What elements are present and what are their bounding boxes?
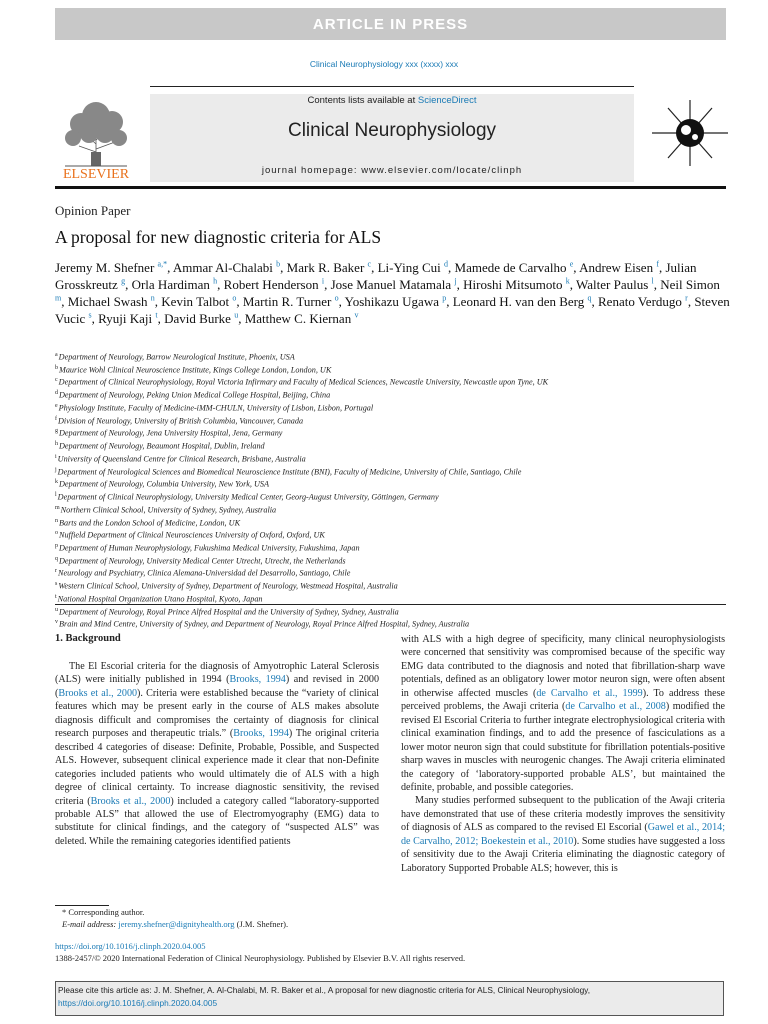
citation-link[interactable]: Brooks, 1994 (233, 728, 289, 740)
paragraph (55, 660, 379, 848)
elsevier-wordmark: ELSEVIER (62, 167, 130, 180)
affiliation-item (55, 363, 735, 376)
author-affiliation-mark[interactable]: n (150, 293, 155, 303)
author-affiliation-mark[interactable]: s (88, 310, 92, 320)
author-affiliation-mark[interactable]: p (442, 293, 447, 303)
affiliation-list (55, 350, 735, 630)
author-name[interactable]: Michael Swash (67, 294, 148, 309)
author-name[interactable]: Renato Verdugo (598, 294, 682, 309)
author-name[interactable]: Robert Henderson (223, 277, 319, 292)
corresponding-author-note: * Corresponding author. (62, 907, 145, 917)
email-suffix: (J.M. Shefner). (236, 919, 289, 929)
author-affiliation-mark[interactable]: i (321, 276, 325, 286)
affiliation-letter: h (55, 441, 58, 448)
author-affiliation-mark[interactable]: k (565, 276, 570, 286)
email-line (62, 918, 288, 930)
affiliation-letter: s (55, 581, 58, 588)
affiliation-letter: v (55, 619, 58, 626)
affiliation-letter: b (55, 364, 58, 371)
author-name[interactable]: Walter Paulus (576, 277, 649, 292)
author-affiliation-mark[interactable]: o (232, 293, 237, 303)
article-title: A proposal for new diagnostic criteria for ALS (55, 227, 382, 247)
affiliation-item (55, 503, 735, 516)
affiliation-item (55, 592, 735, 605)
affiliation-letter: k (55, 479, 58, 486)
affiliation-letter: p (55, 543, 58, 550)
body-text: ). To address these perceived problems, the Awaji criteria ( (401, 687, 725, 713)
citation-link[interactable]: Brooks et al., 2000 (58, 687, 138, 699)
article-type: Opinion Paper (55, 203, 131, 218)
affiliation-letter: m (55, 504, 60, 511)
article-in-press-banner: ARTICLE IN PRESS (55, 8, 726, 40)
author-affiliation-mark[interactable]: q (587, 293, 592, 303)
author-affiliation-mark[interactable]: o (334, 293, 339, 303)
affiliation-item (55, 350, 735, 363)
journal-emblem-icon (650, 98, 730, 168)
affiliation-item (55, 617, 735, 630)
author-name[interactable]: Li-Ying Cui (377, 260, 441, 275)
author-affiliation-mark[interactable]: h (213, 276, 218, 286)
author-name[interactable]: Ammar Al-Chalabi (172, 260, 273, 275)
author-affiliation-mark[interactable]: c (367, 259, 372, 269)
affiliation-text: Department of Neurology, Barrow Neurological Institute, Phoenix, USA (58, 352, 295, 362)
author-name[interactable]: Leonard H. van den Berg (452, 294, 585, 309)
affiliation-letter: a (55, 352, 58, 358)
author-name[interactable]: Mark R. Baker (286, 260, 365, 275)
body-text: ) The original criteria described 4 categories of disease: Definite, Probable, Possible, and Suspected ALS. However, subsequent clinical experience made it clear that non-Definite categories included patients who would ultimately die of ALS with a high degree of clinical certainty. To increase diagnostic sensitivity, the revised criteria ( (55, 728, 380, 807)
author-name[interactable]: Kevin Talbot (161, 294, 230, 309)
affiliation-text: Northern Clinical School, University of Sydney, Sydney, Australia (60, 505, 277, 515)
affiliation-text: Maurice Wohl Clinical Neuroscience Institute, Kings College London, London, UK (59, 365, 332, 375)
author-name[interactable]: Matthew C. Kiernan (244, 311, 352, 326)
author-name[interactable]: Jose Manuel Matamala (330, 277, 452, 292)
author-name[interactable]: Hiroshi Mitsumoto (463, 277, 563, 292)
affiliation-item (55, 388, 735, 401)
affiliation-item (55, 605, 735, 618)
affiliation-letter: c (55, 377, 58, 384)
body-text: ). Some studies have suggested a loss of sensitivity due to the Awaji Criteria eliminating the diagnostic category of Laboratory Supported Probable ALS; however, this is (401, 835, 725, 874)
author-name[interactable]: Steven Vucic (55, 294, 730, 326)
author-affiliation-mark[interactable]: t (155, 310, 158, 320)
author-affiliation-mark[interactable]: r (685, 293, 688, 303)
affiliation-text: University of Queensland Centre for Clinical Research, Brisbane, Australia (57, 454, 306, 464)
journal-homepage[interactable]: journal homepage: www.elsevier.com/locate/clinph (261, 165, 523, 176)
affiliation-item (55, 401, 735, 414)
affiliation-letter: g (55, 428, 58, 435)
body-text: ) modified the revised El Escorial Criteria to further integrate electrophysiological criteria with clinical examination findings, and to add the presence of fasciculations as a lower motor neuron sign that could substitute for fibrillation potentials-positive sharp waves in muscles with neurogenic changes. The Awaji criteria eliminated the category of ‘laboratory-supported probable ALS’, but maintained the definite, probable, and possible categories. (401, 701, 725, 793)
body-text: Many studies performed subsequent to the publication of the Awaji criteria have demonstrated that use of these criteria modestly improves the sensitivity of diagnosis of ALS as compared to the revised El Escorial ( (401, 795, 725, 834)
sciencedirect-link[interactable]: ScienceDirect (417, 95, 477, 106)
author-affiliation-mark[interactable]: e (569, 259, 574, 269)
paragraph (401, 794, 725, 875)
author-list: Jeremy M. Shefner $^{a,*}$, Ammar Al-Chalabi $^b$, Mark R. Baker $^c$, Li-Ying Cui $^d$, Mamede de Carvalho $^e$, Andrew Eisen $^f$, Julian Grosskreutz $^g$, Orla Hardiman $^h$, Robert Henderson $^i$, Jose Manuel Matamala $^j$, Hiroshi Mitsumoto $^k$, Walter Paulus $^l$, Neil Simon $^m$, Michael Swash $^n$, Kevin Talbot $^o$, Martin R. Turner $^o$, Yoshikazu Ugawa $^p$, Leonard H. van den Berg $^q$, Renato Verdugo $^r$, Steven Vucic $^s$, Ryuji Kaji $^t$, David Burke $^u$, Matthew C. Kiernan $^v$ (55, 259, 730, 326)
affiliation-text: Neurology and Psychiatry, Clinica Alemana-Universidad del Desarrollo, Santiago, Chile (58, 569, 351, 579)
affiliation-text: Department of Neurology, University Medical Center Utrecht, Utrecht, the Netherlands (59, 556, 346, 566)
doi-block (55, 940, 465, 964)
affiliation-text: Brain and Mind Centre, University of Sydney, and Department of Neurology, Royal Prince Alfred Hospital, Sydney, Australia (59, 620, 470, 630)
citation-text: Please cite this article as: J. M. Shefner, A. Al-Chalabi, M. R. Baker et al., A proposal for new diagnostic criteria for ALS, Clinical Neurophysiology, (58, 985, 591, 995)
affiliation-letter: d (55, 390, 58, 397)
body-text: ). Criteria were established because the “variety of clinical features which may be present early in the course of ALS makes absolute diagnosis difficult and compromises the certainty of diagnosis for clinical research purposes and therapeutic trials.” ( (55, 687, 379, 740)
author-name[interactable]: Mamede de Carvalho (454, 260, 567, 275)
citation-link[interactable]: Brooks et al., 2000 (90, 795, 171, 807)
author-affiliation-mark[interactable]: d (444, 259, 449, 269)
author-name[interactable]: David Burke (164, 311, 231, 326)
elsevier-logo (55, 94, 137, 180)
affiliation-item (55, 414, 735, 427)
author-name[interactable]: Jeremy M. Shefner (55, 260, 155, 275)
header-thick-rule (55, 186, 726, 189)
section-heading: 1. Background (55, 633, 121, 644)
citation-link[interactable]: Brooks, 1994 (229, 674, 286, 686)
citation-doi-link[interactable]: https://doi.org/10.1016/j.clinph.2020.04.005 (58, 998, 218, 1008)
author-affiliation-mark[interactable]: a,* (157, 259, 168, 269)
author-affiliation-mark[interactable]: m (55, 293, 62, 303)
email-label: E-mail address: (62, 919, 117, 929)
author-affiliation-mark[interactable]: l (651, 276, 654, 286)
affiliation-item (55, 528, 735, 541)
affiliation-text: Physiology Institute, Faculty of Medicine-iMM-CHULN, University of Lisbon, Lisbon, Portugal (58, 403, 374, 413)
body-text: with ALS with a high degree of specificity, many clinical neurophysiologists were concerned that sensitivity was compromised because of the specific way EMG data contributed to the diagnosis and noted that fibrillation-sharp wave potentials, defined as an obligatory lower motor neuron sign, were often absent in otherwise affected muscles ( (401, 634, 725, 699)
affiliation-letter: l (55, 492, 57, 499)
body-column-right (401, 633, 725, 875)
affiliation-text: Department of Neurology, Royal Prince Alfred Hospital and the University of Sydney, Sydney, Australia (59, 607, 399, 617)
affiliation-item (55, 579, 735, 592)
affiliation-letter: i (55, 453, 57, 460)
affiliation-text: Division of Neurology, University of British Columbia, Vancouver, Canada (58, 416, 304, 426)
author-affiliation-mark[interactable]: u (234, 310, 239, 320)
citation-link[interactable]: de Carvalho et al., 1999 (536, 687, 643, 699)
author-affiliation-mark[interactable]: j (454, 276, 457, 286)
affiliation-item (55, 541, 735, 554)
author-affiliation-mark[interactable]: b (276, 259, 281, 269)
affiliation-letter: e (55, 402, 58, 409)
author-name[interactable]: Yoshikazu Ugawa (344, 294, 439, 309)
author-name[interactable]: Martin R. Turner (242, 294, 332, 309)
affiliation-item (55, 516, 735, 529)
author-name[interactable]: Orla Hardiman (131, 277, 210, 292)
section-divider (55, 604, 726, 605)
affiliation-text: Department of Neurological Sciences and Biomedical Neuroscience Institute (BNI), Faculty of Medicine, University of Chile, Santiago, Chile (57, 467, 522, 477)
author-name[interactable]: Andrew Eisen (579, 260, 654, 275)
author-name[interactable]: Ryuji Kaji (98, 311, 153, 326)
affiliation-letter: u (55, 606, 58, 613)
affiliation-letter: t (55, 593, 57, 600)
affiliation-text: Department of Clinical Neurophysiology, Royal Victoria Infirmary and Faculty of Medical Sciences, Newcastle University, Newcastle upon Tyne, UK (58, 378, 549, 388)
author-affiliation-mark[interactable]: g (121, 276, 126, 286)
affiliation-text: Nuffield Department of Clinical Neurosciences University of Oxford, Oxford, UK (59, 531, 325, 541)
doi-link[interactable]: https://doi.org/10.1016/j.clinph.2020.04.005 (55, 941, 206, 951)
citation-link[interactable]: de Carvalho et al., 2008 (565, 701, 666, 713)
citation-link[interactable]: Gawel et al., 2014; de Carvalho, 2012; Boekestein et al., 2010 (401, 822, 725, 847)
body-text: ) included a category called “laboratory-supported probable ALS” that allowed the use of Electromyography (EMG) data to substitute for clinical findings, and the category of “suspected ALS” was deleted. While the remaining categories identified patients (55, 795, 380, 847)
body-text: ) and revised in 2000 ( (55, 674, 379, 699)
contents-prefix: Contents lists available at (307, 95, 416, 106)
affiliation-text: Department of Human Neurophysiology, Fukushima Medical University, Fukushima, Japan (59, 543, 360, 553)
affiliation-text: Western Clinical School, University of Sydney, Department of Neurology, Westmead Hospital, Australia (58, 581, 398, 591)
author-affiliation-mark[interactable]: v (354, 310, 359, 320)
author-affiliation-mark[interactable]: f (656, 259, 659, 269)
affiliation-item (55, 426, 735, 439)
affiliation-text: Department of Neurology, Jena University Hospital, Jena, Germany (59, 429, 283, 439)
affiliation-letter: o (55, 530, 58, 537)
affiliation-text: Department of Clinical Neurophysiology, University Medical Center, Georg-August University, Göttingen, Germany (57, 492, 439, 502)
affiliation-text: National Hospital Organization Utano Hospital, Kyoto, Japan (57, 594, 263, 604)
affiliation-letter: q (55, 555, 58, 562)
affiliation-item (55, 465, 735, 478)
affiliation-letter: f (55, 415, 57, 422)
affiliation-item (55, 477, 735, 490)
contents-line (150, 95, 634, 106)
email-link[interactable]: jeremy.shefner@dignityhealth.org (118, 919, 235, 929)
citation-box (55, 981, 724, 1016)
header-rule (150, 86, 634, 87)
affiliation-item (55, 566, 735, 579)
affiliation-item (55, 439, 735, 452)
author-name[interactable]: Julian Grosskreutz (55, 260, 697, 292)
affiliation-text: Department of Neurology, Peking Union Medical College Hospital, Beijing, China (59, 390, 331, 400)
journal-title: Clinical Neurophysiology (287, 120, 497, 141)
affiliation-text: Department of Neurology, Beaumont Hospital, Dublin, Ireland (59, 441, 265, 451)
affiliation-item (55, 490, 735, 503)
affiliation-item (55, 375, 735, 388)
affiliation-text: Department of Neurology, Columbia University, New York, USA (59, 480, 269, 490)
paragraph (401, 633, 725, 794)
copyright-line: 1388-2457/© 2020 International Federation of Clinical Neurophysiology. Published by Elsevier B.V. All rights reserved. (55, 953, 466, 963)
body-column-left (55, 660, 379, 848)
affiliation-item (55, 452, 735, 465)
footnote (62, 906, 288, 930)
affiliation-letter: r (55, 568, 57, 575)
journal-reference[interactable]: Clinical Neurophysiology xxx (xxxx) xxx (309, 59, 459, 69)
affiliation-text: Barts and the London School of Medicine, London, UK (59, 518, 241, 528)
affiliation-letter: n (55, 517, 58, 524)
body-text: The El Escorial criteria for the diagnosis of Amyotrophic Lateral Sclerosis (ALS) were initially published in 1994 ( (55, 661, 379, 686)
affiliation-letter: j (55, 466, 57, 473)
affiliation-item (55, 554, 735, 567)
author-name[interactable]: Neil Simon (660, 277, 720, 292)
